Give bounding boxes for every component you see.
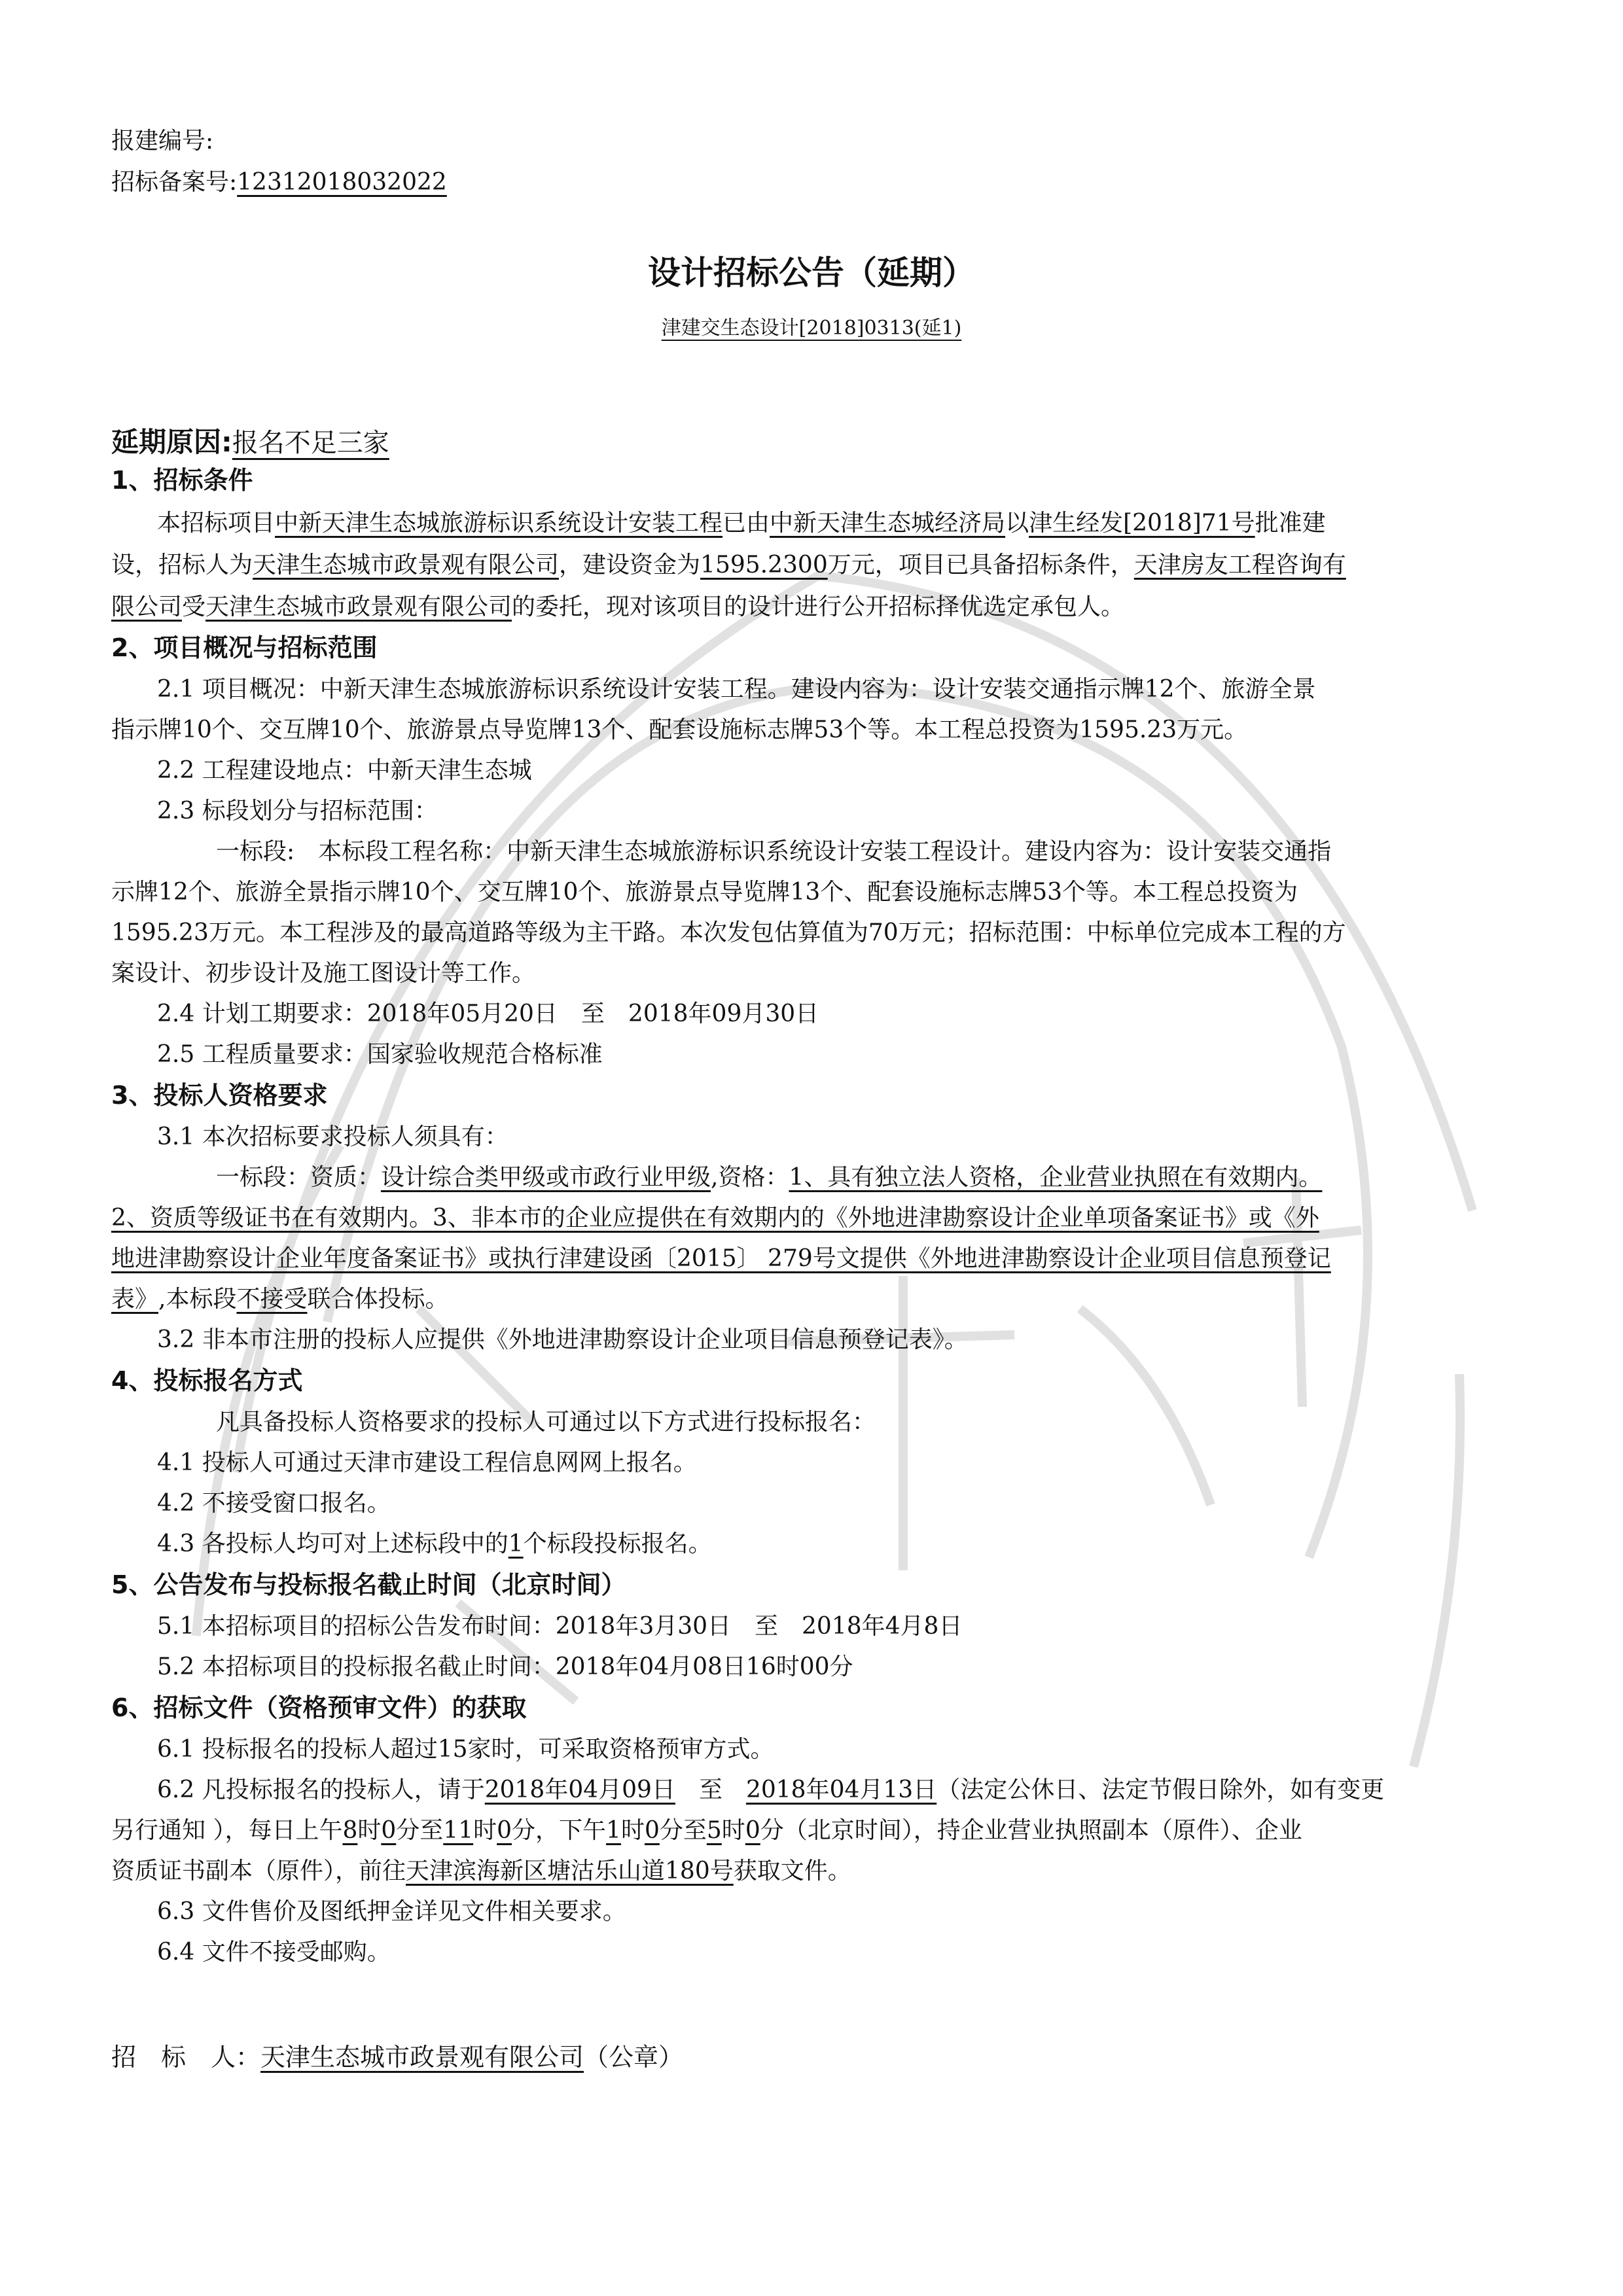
- s5-line-1: 5.1 本招标项目的招标公告发布时间：2018年3月30日 至 2018年4月8日: [157, 1613, 963, 1640]
- page-title: 设计招标公告（延期）: [648, 254, 975, 292]
- record-number-line: [111, 167, 447, 198]
- s6-text: 分，下午: [512, 1817, 607, 1844]
- section-3-heading: 3、投标人资格要求: [111, 1081, 328, 1110]
- s2-line-9: 2.4 计划工期要求：2018年05月20日 至 2018年09月30日: [157, 1000, 819, 1027]
- s4-line-3: 4.2 不接受窗口报名。: [157, 1490, 391, 1517]
- s4-line-1: 凡具备投标人资格要求的投标人可通过以下方式进行投标报名：: [216, 1409, 876, 1436]
- s6-line-1: 6.1 投标报名的投标人超过15家时，可采取资格预审方式。: [157, 1736, 774, 1763]
- s1-line-1: [157, 508, 1326, 539]
- delay-reason-value: 报名不足三家: [232, 428, 389, 458]
- eligibility-cont: 表》: [111, 1286, 159, 1313]
- record-number-label: 招标备案号:: [111, 169, 238, 196]
- section-6-heading: 6、招标文件（资格预审文件）的获取: [111, 1693, 527, 1722]
- s4-line-4: [157, 1528, 712, 1560]
- record-number-value: 12312018032022: [237, 169, 447, 196]
- s2-line-10: 2.5 工程质量要求：国家验收规范合格标准: [157, 1041, 603, 1068]
- s1-line-2: [111, 550, 1346, 581]
- s1-text: ，建设资金为: [559, 552, 701, 578]
- s4-text: 个标段投标报名。: [523, 1530, 712, 1557]
- s4-line-2: 4.1 投标人可通过天津市建设工程信息网网上报名。: [157, 1449, 697, 1476]
- s1-text: 万元，项目已具备招标条件，: [827, 552, 1134, 578]
- s6-line-5: 6.3 文件售价及图纸押金详见文件相关要求。: [157, 1898, 626, 1925]
- s6-text: 资质证书副本（原件），前往: [111, 1858, 406, 1884]
- s3-line-2: [216, 1162, 1322, 1193]
- project-name: 中新天津生态城旅游标识系统设计安装工程: [275, 510, 723, 537]
- construction-funds: 1595.2300: [700, 552, 828, 578]
- pm-start-min: 0: [644, 1817, 660, 1844]
- start-date: 2018年04月09日: [484, 1776, 675, 1803]
- s2-line-5: 一标段: 本标段工程名称：中新天津生态城旅游标识系统设计安装工程设计。建设内容为：设计安装交通指: [216, 838, 1332, 865]
- s6-text: 分至: [659, 1817, 707, 1844]
- s3-line-1: 3.1 本次招标要求投标人须具有：: [157, 1123, 508, 1150]
- qualification: 设计综合类甲级或市政行业甲级: [381, 1164, 711, 1191]
- agency-name-cont: 限公司: [111, 593, 183, 620]
- delay-reason: [111, 424, 389, 461]
- s2-line-4: 2.3 标段划分与招标范围：: [157, 798, 438, 824]
- s2-line-1: 2.1 项目概况：中新天津生态城旅游标识系统设计安装工程。建设内容为：设计安装交通指示牌12个、旅游全景: [157, 676, 1316, 703]
- document-number-text: 津建交生态设计[2018]0313(延1): [661, 317, 962, 340]
- s6-line-6: 6.4 文件不接受邮购。: [157, 1939, 391, 1966]
- entrusting-party: 天津生态城市政景观有限公司: [205, 593, 512, 620]
- am-start-hour: 8: [342, 1817, 358, 1844]
- approval-authority: 中新天津生态城经济局: [770, 510, 1006, 537]
- s3-line-6: 3.2 非本市注册的投标人应提供《外地进津勘察设计企业项目信息预登记表》。: [157, 1326, 968, 1353]
- s3-line-5: [111, 1284, 449, 1315]
- s2-line-8: 案设计、初步设计及施工图设计等工作。: [111, 960, 536, 987]
- s2-line-6: 示牌12个、旅游全景指示牌10个、交互牌10个、旅游景点导览牌13个、配套设施标志牌53个等。本工程总投资为: [111, 879, 1298, 906]
- s6-line-3: [111, 1815, 1302, 1846]
- tenderer-value: 天津生态城市政景观有限公司: [260, 2043, 584, 2072]
- s2-line-7: 1595.23万元。本工程涉及的最高道路等级为主干路。本次发包估算值为70万元；招标范围：中标单位完成本工程的方: [111, 919, 1346, 946]
- s6-text: 时: [721, 1817, 745, 1844]
- s6-text: 另行通知 ），每日上午: [111, 1817, 343, 1844]
- s2-line-2: 指示牌10个、交互牌10个、旅游景点导览牌13个、配套设施标志牌53个等。本工程总投资为1595.23万元。: [111, 716, 1248, 743]
- s1-text: 以: [1005, 510, 1029, 537]
- tenderer-signature-line: [111, 2041, 683, 2073]
- s1-text: 的委托，现对该项目的设计进行公开招标择优选定承包人。: [512, 593, 1125, 620]
- s3-line-3: 2、资质等级证书在有效期内。3、非本市的企业应提供在有效期内的《外地进津勘察设计企业单项备案证书》或《外: [111, 1205, 1319, 1231]
- s6-line-4: [111, 1856, 851, 1887]
- s3-text: ,资格：: [711, 1164, 789, 1191]
- tenderer-label: 招 标 人：: [111, 2043, 261, 2072]
- section-5-heading: 5、公告发布与投标报名截止时间（北京时间）: [111, 1570, 626, 1599]
- tenderer-name: 天津生态城市政景观有限公司: [253, 552, 560, 578]
- s6-text: （法定公休日、法定节假日除外，如有变更: [936, 1776, 1385, 1803]
- delay-reason-label: 延期原因:: [111, 426, 232, 458]
- s6-text: 时: [620, 1817, 645, 1844]
- s3-text: 联合体投标。: [307, 1286, 449, 1313]
- section-2-heading: 2、项目概况与招标范围: [111, 633, 378, 662]
- document-number: [0, 315, 1623, 342]
- section-4-heading: 4、投标报名方式: [111, 1366, 303, 1395]
- s1-text: 受: [182, 593, 206, 620]
- s6-text: 时: [357, 1817, 382, 1844]
- consortium-policy: 不接受: [236, 1286, 308, 1313]
- pickup-address: 天津滨海新区塘沽乐山道180号: [406, 1858, 734, 1884]
- s6-text: 分（北京时间），持企业营业执照副本（原件）、企业: [760, 1817, 1302, 1844]
- s1-text: 批准建: [1255, 510, 1326, 537]
- s6-text: 6.2 凡投标报名的投标人，请于: [157, 1776, 485, 1803]
- s1-text: 已由: [722, 510, 770, 537]
- agency-name: 天津房友工程咨询有: [1133, 552, 1346, 578]
- s6-line-2: [157, 1775, 1384, 1806]
- seal-note: （公章）: [584, 2043, 684, 2072]
- pm-end-hour: 5: [706, 1817, 722, 1844]
- end-date: 2018年04月13日: [745, 1776, 937, 1803]
- s5-line-2: 5.2 本招标项目的投标报名截止时间：2018年04月08日16时00分: [157, 1653, 853, 1680]
- s1-text: 本招标项目: [157, 510, 276, 537]
- s3-text: 一标段：资质：: [216, 1164, 382, 1191]
- s6-text: 分至: [396, 1817, 444, 1844]
- lot-count: 1: [508, 1530, 524, 1557]
- s3-text: ,本标段: [158, 1286, 237, 1313]
- s6-text: 获取文件。: [733, 1858, 851, 1884]
- s6-text: 至: [675, 1776, 746, 1803]
- s4-text: 4.3 各投标人均可对上述标段中的: [157, 1530, 508, 1557]
- s3-line-4: 地进津勘察设计企业年度备案证书》或执行津建设函〔2015〕 279号文提供《外地进津勘察设计企业项目信息预登记: [111, 1245, 1331, 1272]
- s1-text: 设，招标人为: [111, 552, 253, 578]
- approval-document: 津生经发[2018]71号: [1029, 510, 1255, 537]
- report-number-label: 报建编号:: [111, 128, 214, 154]
- eligibility: 1、具有独立法人资格，企业营业执照在有效期内。: [789, 1164, 1323, 1191]
- section-1-heading: 1、招标条件: [111, 466, 253, 495]
- pm-start-hour: 1: [606, 1817, 621, 1844]
- am-end-min: 0: [497, 1817, 512, 1844]
- s6-text: 时: [473, 1817, 497, 1844]
- pm-end-min: 0: [745, 1817, 760, 1844]
- am-end-hour: 11: [443, 1817, 474, 1844]
- am-start-min: 0: [381, 1817, 397, 1844]
- s1-line-3: [111, 592, 1124, 623]
- s2-line-3: 2.2 工程建设地点：中新天津生态城: [157, 757, 532, 784]
